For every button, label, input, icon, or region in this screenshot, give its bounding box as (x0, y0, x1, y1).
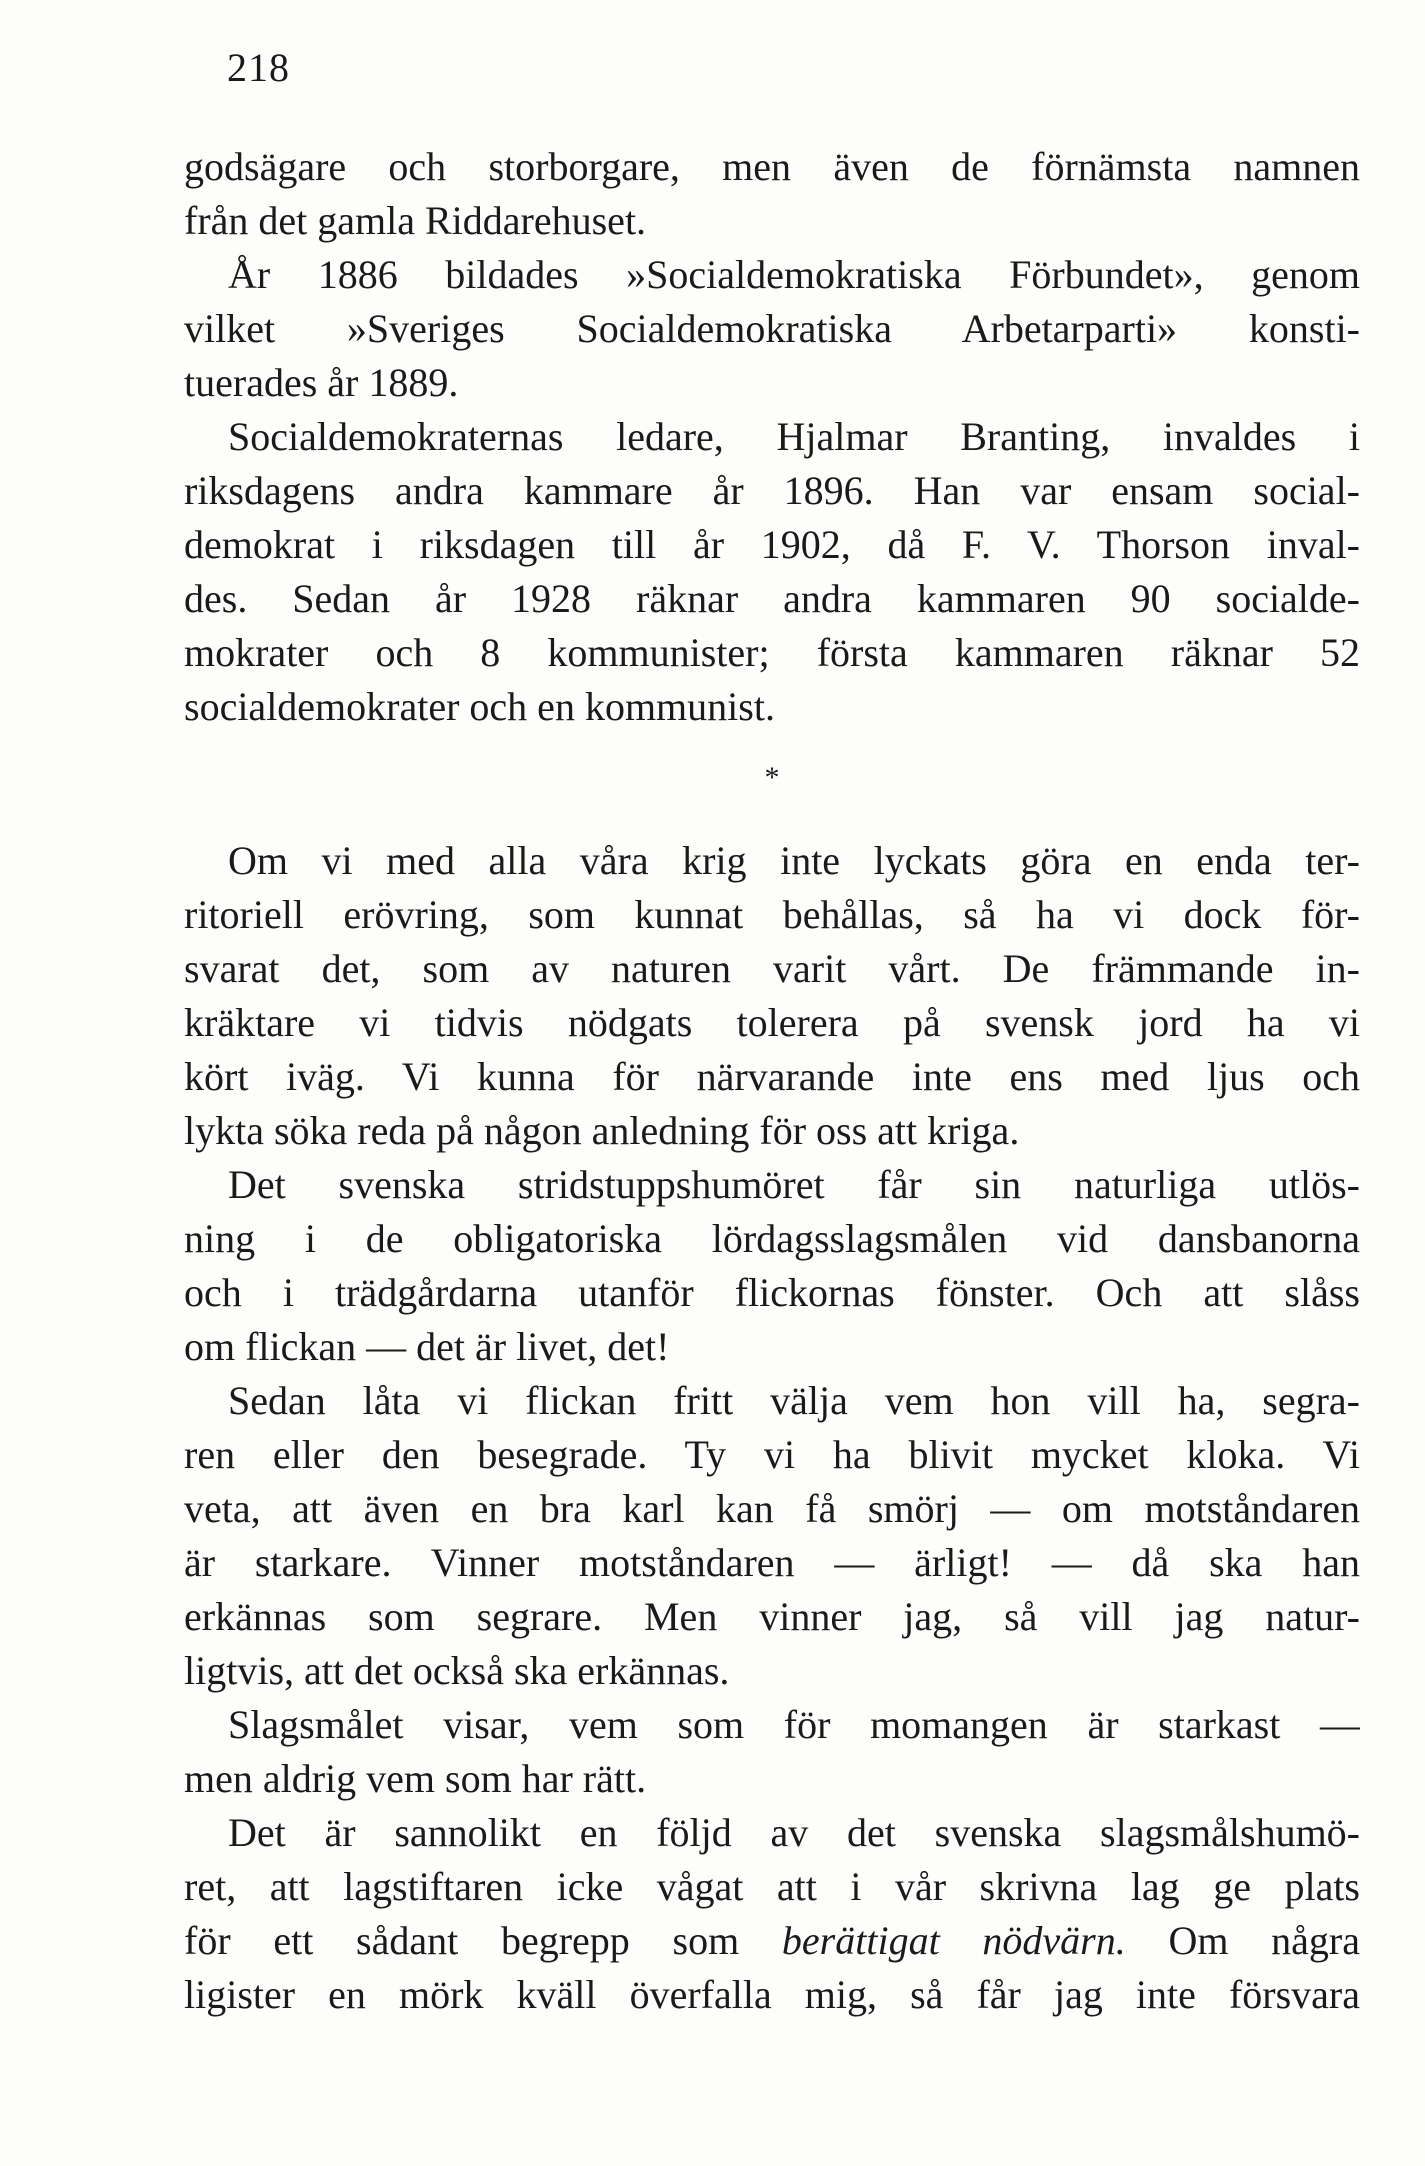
text-line: Socialdemokraternas ledare, Hjalmar Branting, invaldes i (228, 414, 1360, 459)
text-line-mixed (184, 1914, 1360, 1968)
text-line: ritoriell erövring, som kunnat behållas, så ha vi dock för- (184, 892, 1360, 937)
text-line: ligtvis, att det också ska erkännas. (184, 1648, 730, 1693)
text-line: lykta söka reda på någon anledning för oss att kriga. (184, 1108, 1020, 1153)
text-line: från det gamla Riddarehuset. (184, 198, 647, 243)
text-line: vilket »Sveriges Socialdemokratiska Arbetarparti» konsti- (184, 306, 1360, 351)
text-line: om flickan — det är livet, det! (184, 1324, 670, 1369)
paragraph (184, 834, 1360, 1158)
text-line: men aldrig vem som har rätt. (184, 1756, 647, 1801)
paragraph (184, 1374, 1360, 1698)
text-line: kört iväg. Vi kunna för närvarande inte ens med ljus och (184, 1054, 1360, 1099)
text-line: är starkare. Vinner motståndaren — ärligt! — då ska han (184, 1540, 1360, 1585)
text-line: socialdemokrater och en kommunist. (184, 684, 775, 729)
paragraph (184, 140, 1360, 248)
text-line: riksdagens andra kammare år 1896. Han var ensam social- (184, 468, 1360, 513)
page-number: 218 (227, 45, 290, 90)
text-line: erkännas som segrare. Men vinner jag, så vill jag natur- (184, 1594, 1360, 1639)
italic-term: berättigat nödvärn. (781, 1918, 1126, 1963)
text-run: för ett sådant begrepp som (184, 1918, 782, 1963)
paragraph (184, 1698, 1360, 1806)
text-line: des. Sedan år 1928 räknar andra kammaren 90 socialde- (184, 576, 1360, 621)
text-line: Det svenska stridstuppshumöret får sin naturliga utlös- (228, 1162, 1360, 1207)
text-line: veta, att även en bra karl kan få smörj — om motståndaren (184, 1486, 1360, 1531)
text-line: mokrater och 8 kommunister; första kammaren räknar 52 (184, 630, 1360, 675)
paragraph (184, 1158, 1360, 1374)
text-line: svarat det, som av naturen varit vårt. De främmande in- (184, 946, 1360, 991)
text-line: godsägare och storborgare, men även de förnämsta namnen (184, 144, 1360, 189)
paragraph (184, 410, 1360, 734)
text-line: Slagsmålet visar, vem som för momangen är starkast — (228, 1702, 1360, 1747)
text-run: Om några (1125, 1918, 1360, 1963)
text-line: ligister en mörk kväll överfalla mig, så får jag inte försvara (184, 1972, 1360, 2017)
text-line: ren eller den besegrade. Ty vi ha blivit mycket kloka. Vi (184, 1432, 1360, 1477)
section-separator: * (764, 761, 780, 794)
text-line: År 1886 bildades »Socialdemokratiska Förbundet», genom (228, 252, 1360, 297)
text-line: Om vi med alla våra krig inte lyckats göra en enda ter- (228, 838, 1360, 883)
text-line: kräktare vi tidvis nödgats tolerera på svensk jord ha vi (184, 1000, 1360, 1045)
paragraph (184, 248, 1360, 410)
text-line: tuerades år 1889. (184, 360, 459, 405)
text-line: ret, att lagstiftaren icke vågat att i vår skrivna lag ge plats (184, 1864, 1360, 1909)
text-line: ning i de obligatoriska lördagsslagsmålen vid dansbanorna (184, 1216, 1360, 1261)
body-text (184, 140, 1360, 2022)
text-line: Sedan låta vi flickan fritt välja vem hon vill ha, segra- (228, 1378, 1360, 1423)
text-line: Det är sannolikt en följd av det svenska slagsmålshumö- (228, 1810, 1360, 1855)
text-line: och i trädgårdarna utanför flickornas fönster. Och att slåss (184, 1270, 1360, 1315)
paragraph (184, 1806, 1360, 2022)
text-line: demokrat i riksdagen till år 1902, då F. V. Thorson inval- (184, 522, 1360, 567)
